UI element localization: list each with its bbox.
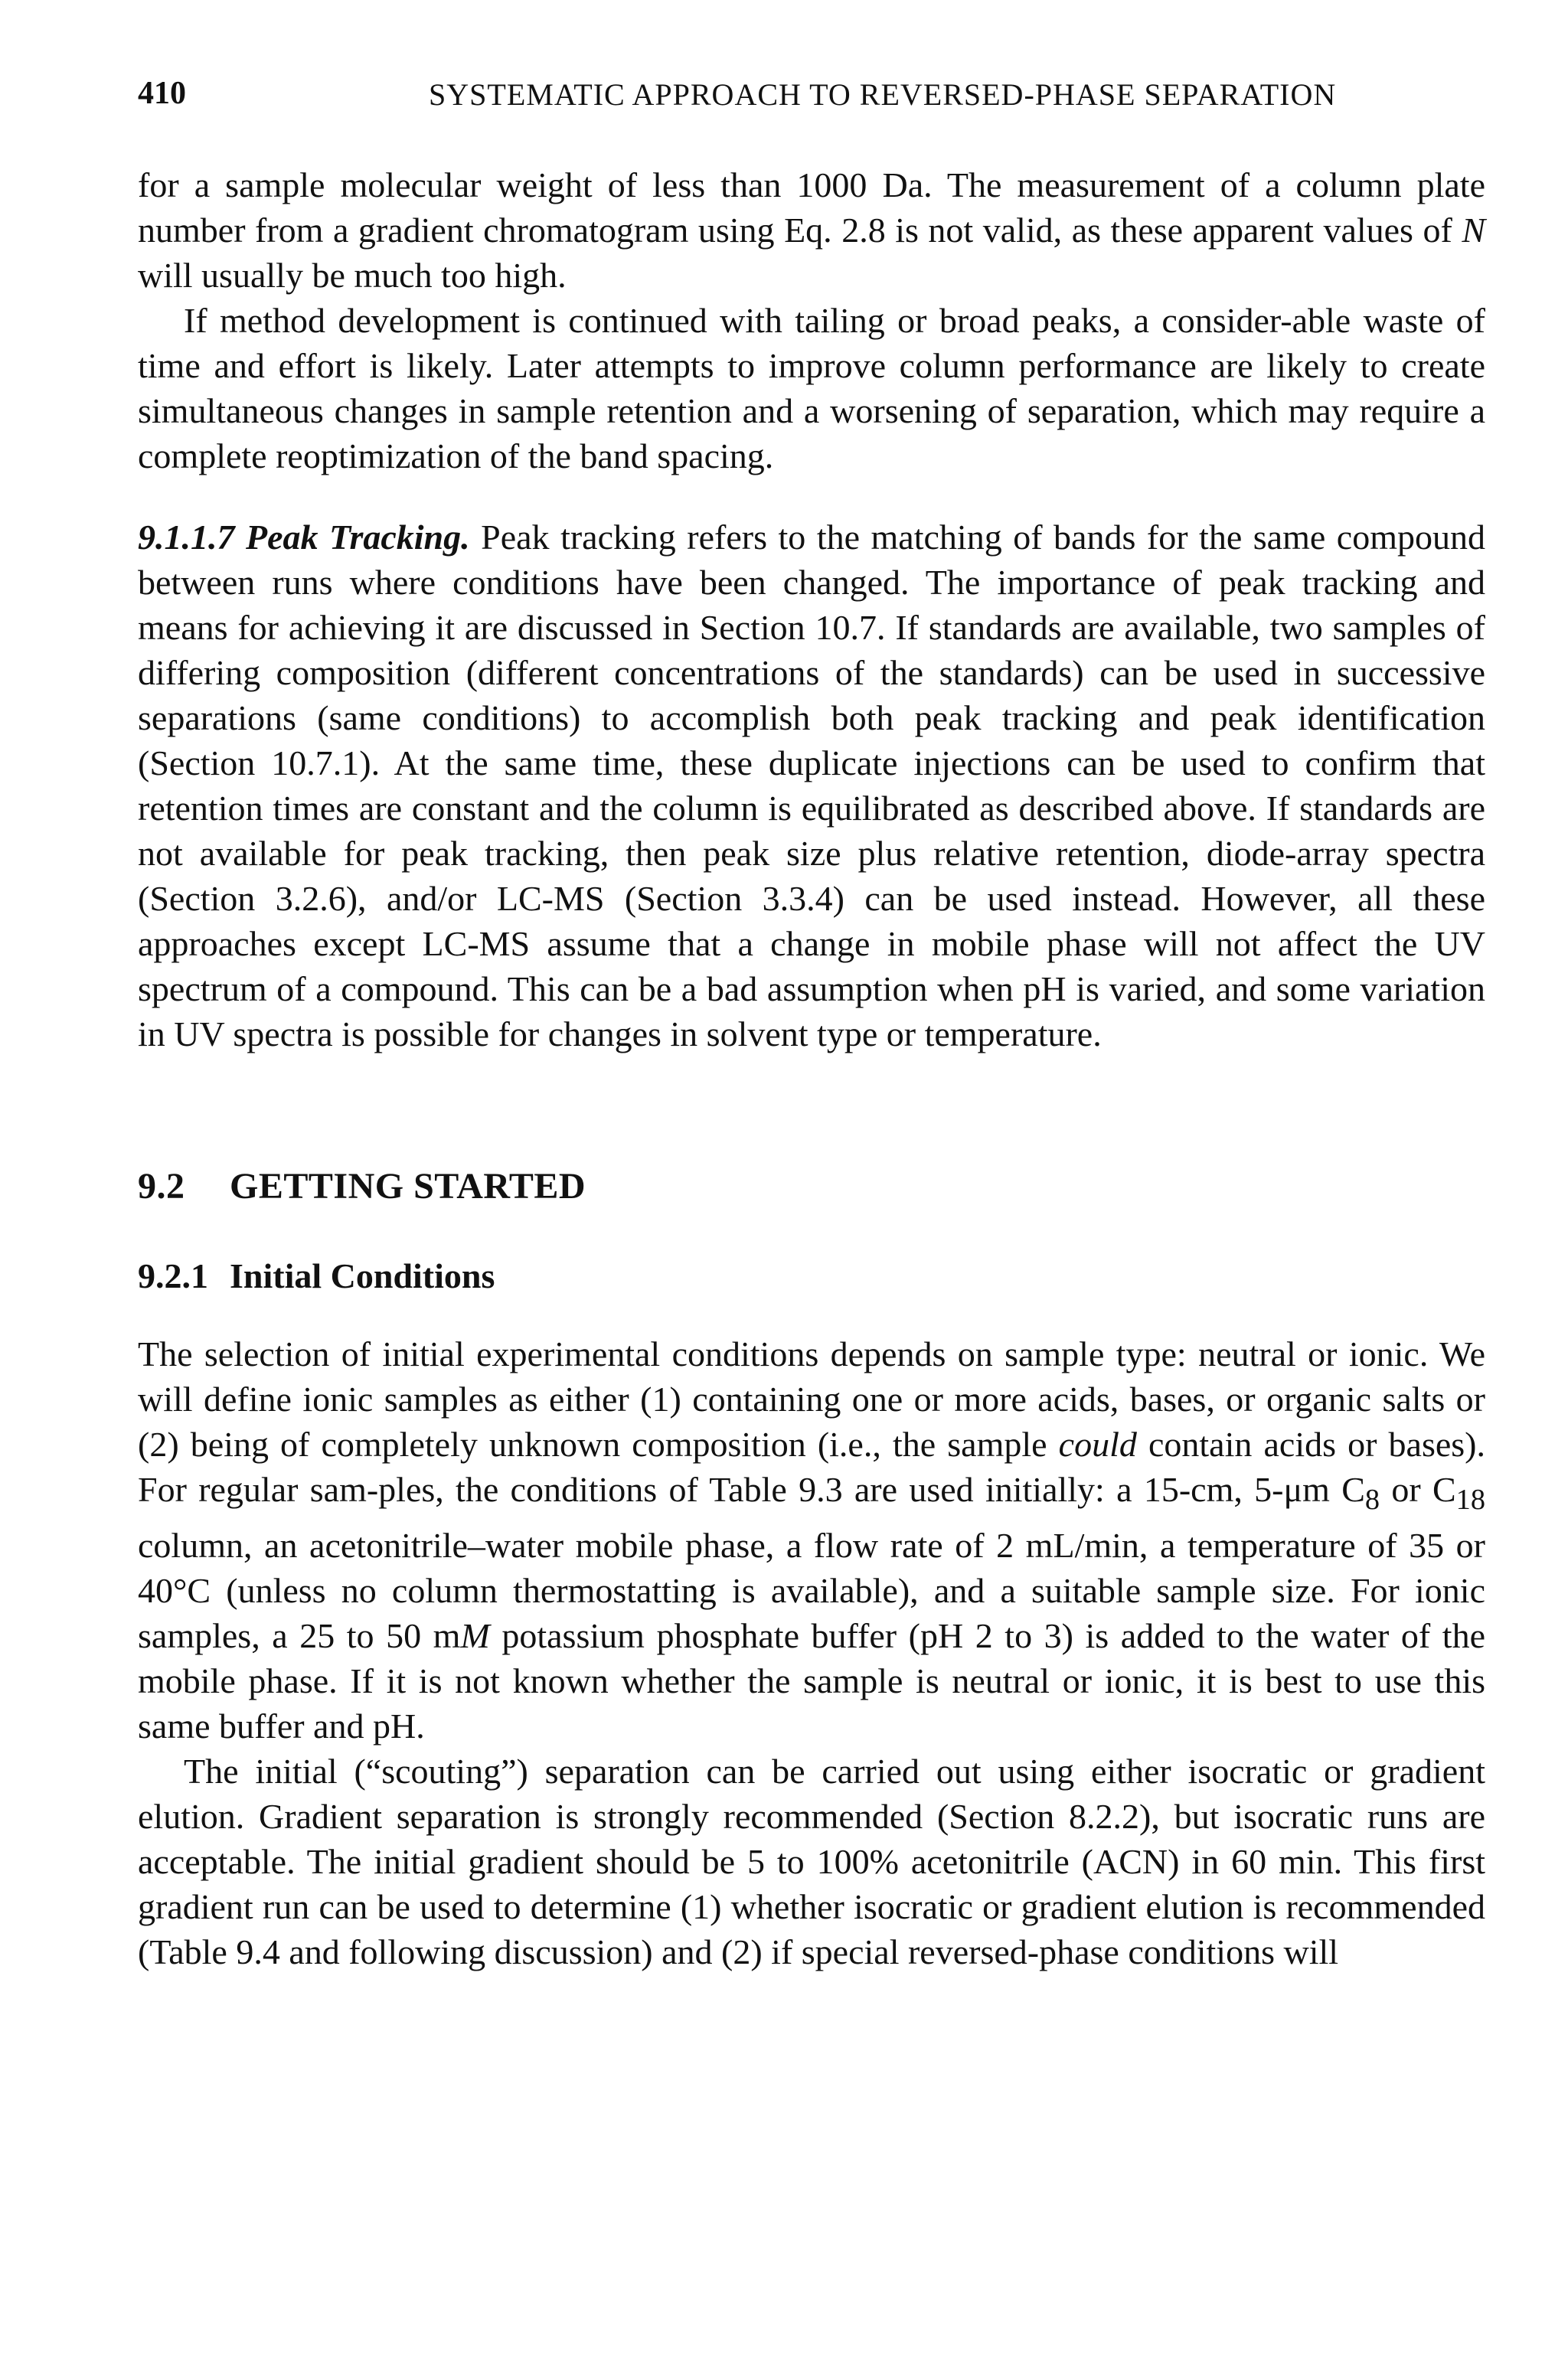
- subsection-title: Initial Conditions: [230, 1256, 495, 1295]
- section-number: 9.2: [138, 1166, 185, 1207]
- paragraph-continuation: [138, 162, 1485, 298]
- run-in-heading-peak-tracking: 9.1.1.7 Peak Tracking.: [138, 518, 470, 557]
- section-title: GETTING STARTED: [230, 1166, 586, 1207]
- text-run: column, an acetonitrile–water mobile phase, a flow rate of 2 mL/min, a temperature of 35 or 40°C (unless no column thermostatting is available), and a suitable sample size. For ionic samples, a 25 to 50 m: [138, 1526, 1485, 1656]
- page-number: 410: [138, 76, 186, 111]
- subscript: 18: [1455, 1484, 1485, 1517]
- subsection-number: 9.2.1: [138, 1256, 208, 1295]
- paragraph-initial-conditions: [138, 1331, 1485, 1749]
- text-run: will usually be much too high.: [138, 256, 567, 295]
- emphasis-could: could: [1058, 1425, 1137, 1464]
- subsection-heading-initial-conditions: [138, 1253, 1485, 1298]
- text-run: potassium phosphate buffer (pH 2 to 3) is added to the water of the mobile phase. If it is not known whether the sample is neutral or ionic, it is best to use this same buffer and pH.: [138, 1616, 1485, 1746]
- subscript: 8: [1364, 1484, 1380, 1517]
- paragraph-method-development: If method development is continued with tailing or broad peaks, a consider-able waste of time and effort is likely. Later attempts to improve column performance are likely to create simultaneous changes in sample retention and a worsening of separation, which may require a complete reoptimization of the band spacing.: [138, 301, 1485, 475]
- section-heading-getting-started: [138, 1164, 1485, 1209]
- variable-M: M: [460, 1616, 490, 1656]
- running-head: [138, 75, 1485, 121]
- body-text: [138, 162, 1485, 1974]
- text-run: for a sample molecular weight of less than 1000 Da. The measurement of a column plate number from a gradient chromatogram using Eq. 2.8 is not valid, as these apparent values of: [138, 165, 1485, 250]
- text-run: contain acids or bases). For regular sam-ples, the conditions of Table 9.3 are used initially: a 15-cm, 5-μm C: [138, 1425, 1485, 1509]
- text-run: The selection of initial experimental conditions depends on sample type: neutral or ionic. We will define ionic samples as either (1) containing one or more acids, bases, or organic salts or (2) being of completely unknown composition (i.e., the sample: [138, 1334, 1485, 1464]
- text-run: Peak tracking refers to the matching of bands for the same compound between runs where conditions have been changed. The importance of peak tracking and means for achieving it are discussed in Section 10.7. If standards are available, two samples of differing composition (different concentrations of the standards) can be used in successive separations (same conditions) to accomplish both peak tracking and peak identification (Section 10.7.1). At the same time, these duplicate injections can be used to confirm that retention times are constant and the column is equilibrated as described above. If standards are not available for peak tracking, then peak size plus relative retention, diode-array spectra (Section 3.2.6), and/or LC-MS (Section 3.3.4) can be used instead. However, all these approaches except LC-MS assume that a change in mobile phase will not affect the UV spectrum of a compound. This can be a bad assumption when pH is varied, and some variation in UV spectra is possible for changes in solvent type or temperature.: [138, 518, 1485, 1053]
- paragraph-scouting-separation: The initial (“scouting”) separation can be carried out using either isocratic or gradient elution. Gradient separation is strongly recommended (Section 8.2.2), but isocratic runs are acceptable. The initial gradient should be 5 to 100% acetonitrile (ACN) in 60 min. This first gradient run can be used to determine (1) whether isocratic or gradient elution is recommended (Table 9.4 and following discussion) and (2) if special reversed-phase conditions will: [138, 1752, 1485, 1972]
- running-title: SYSTEMATIC APPROACH TO REVERSED-PHASE SEPARATION: [429, 77, 1337, 112]
- text-run: or C: [1380, 1470, 1456, 1509]
- variable-N: N: [1462, 211, 1485, 250]
- paragraph-peak-tracking: [138, 514, 1485, 1056]
